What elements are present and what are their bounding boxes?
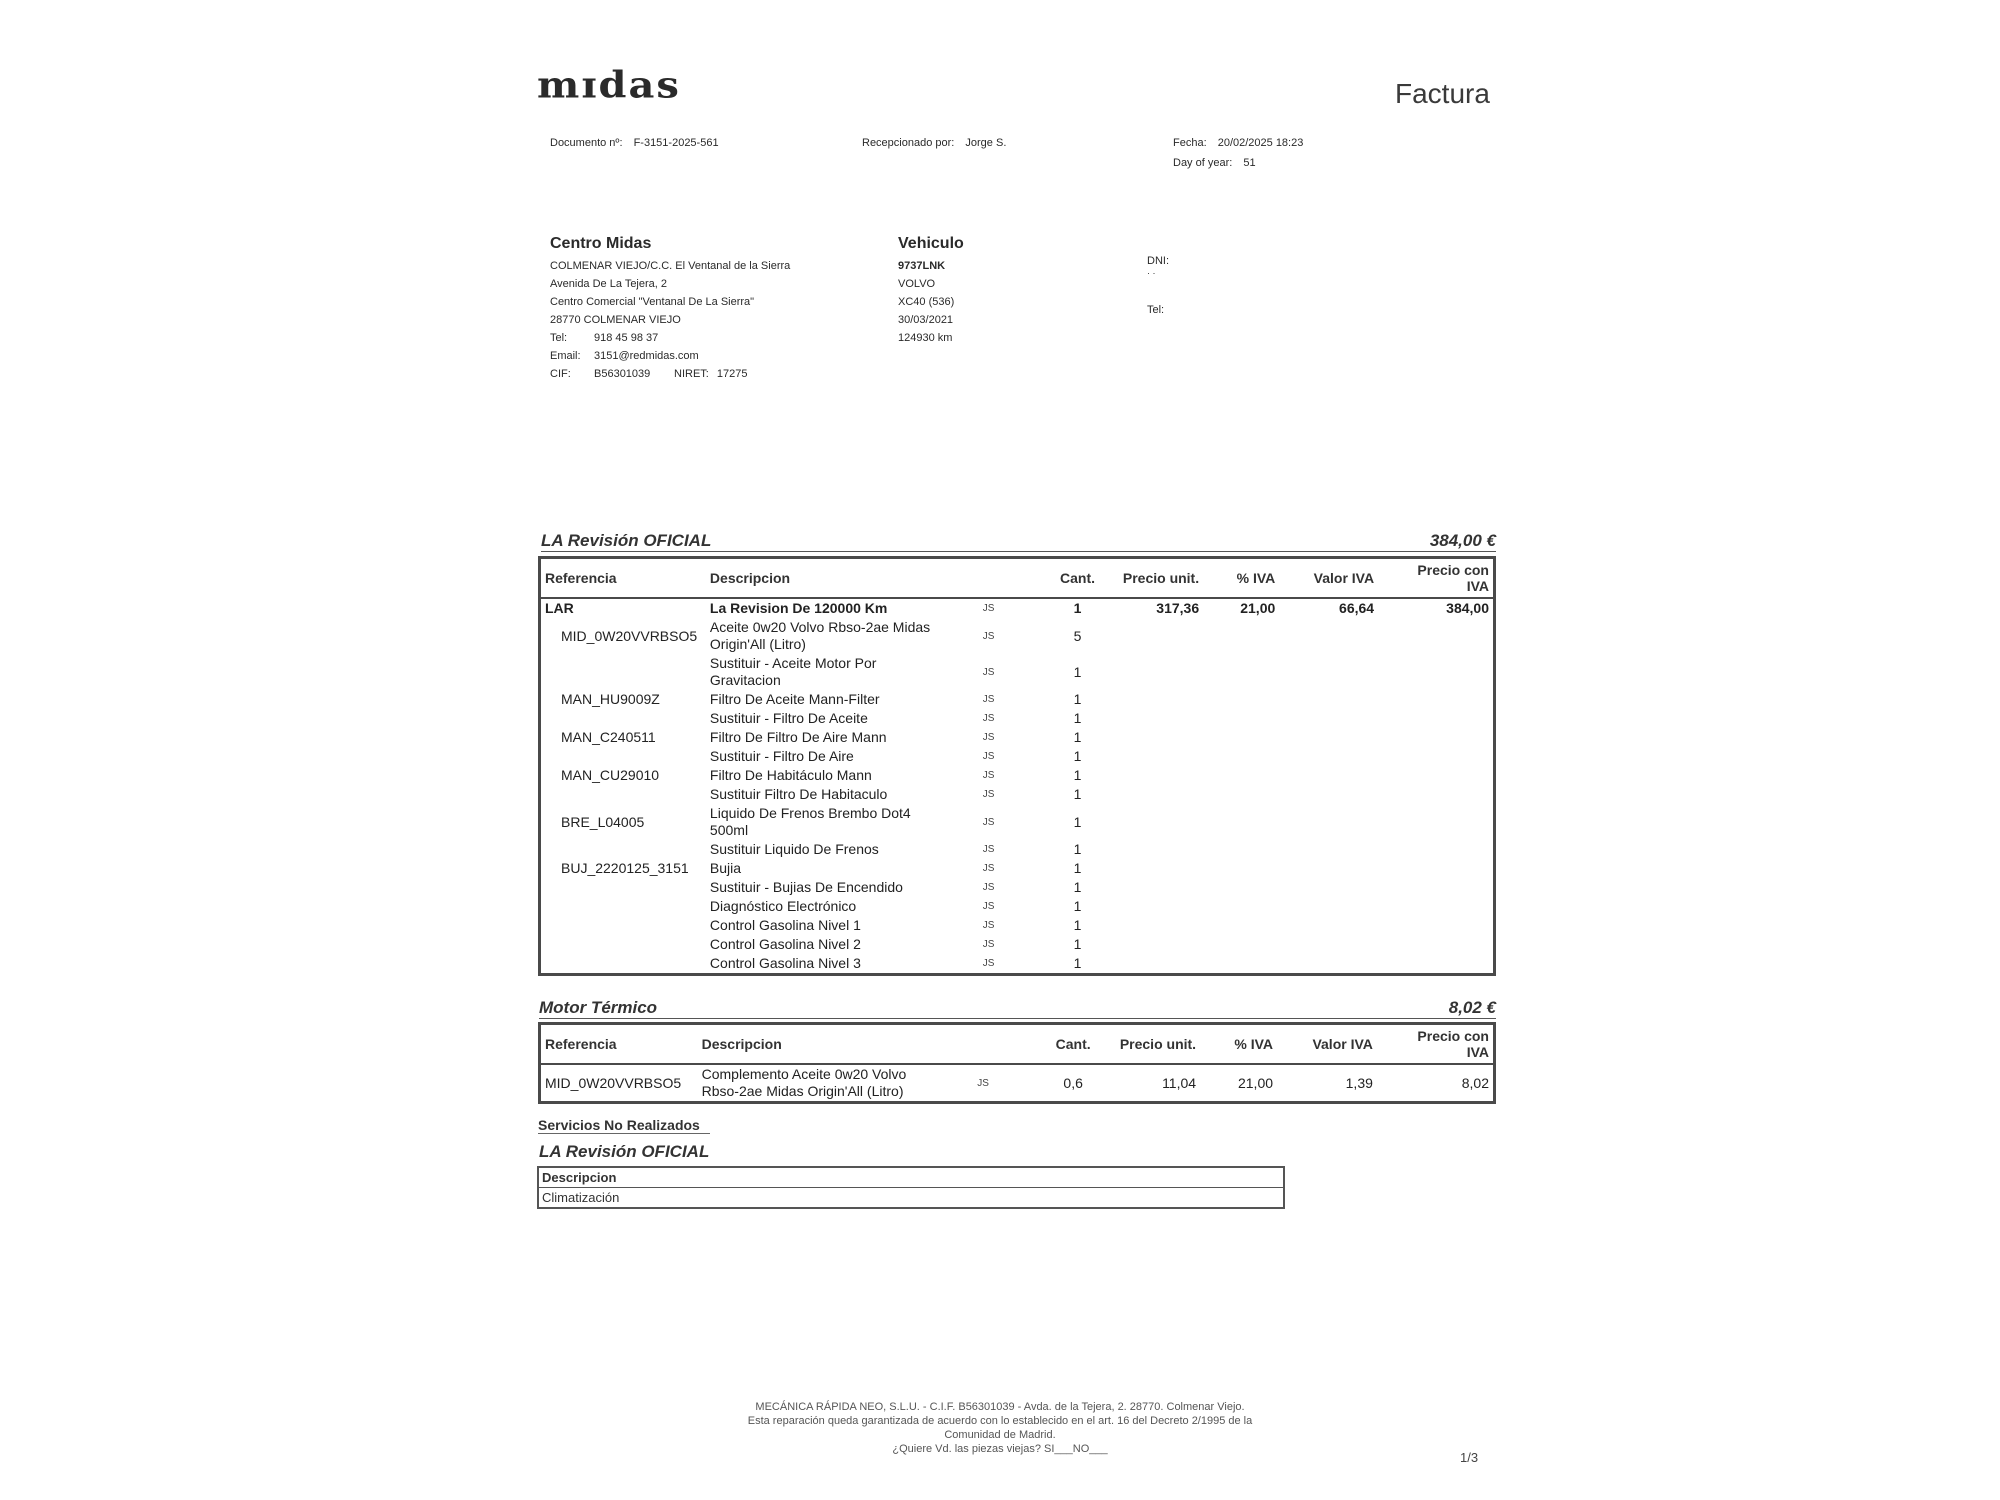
cell-total: [1378, 878, 1494, 897]
col-precio-con-iva-2: IVA: [1466, 578, 1489, 594]
cell-valor: [1279, 785, 1378, 804]
cell-desc: [706, 859, 979, 878]
cell-js: JS: [982, 901, 995, 912]
cell-js: JS: [982, 751, 995, 762]
revision-table: [538, 556, 1496, 976]
cell-precio: [1104, 785, 1203, 804]
cell-desc: [706, 785, 979, 804]
cell-iva: [1203, 785, 1279, 804]
cell-ref: MID_0W20VVRBSO5: [561, 627, 698, 644]
cell-ref: [540, 935, 706, 954]
cell-ref: [540, 840, 706, 859]
centro-title: Centro Midas: [550, 235, 652, 252]
table-row: [540, 954, 1495, 975]
cell-total: [1378, 859, 1494, 878]
cell-precio: [1104, 804, 1203, 840]
cell-desc: [698, 1064, 974, 1103]
cell-ref: BUJ_2220125_3151: [561, 860, 689, 876]
cell-valor: [1279, 618, 1378, 654]
cell-precio: 317,36: [1156, 600, 1200, 616]
cell-js: JS: [982, 789, 995, 800]
cell-iva: [1203, 804, 1279, 840]
cell-valor: [1279, 709, 1378, 728]
section-revision-total: 384,00 €: [1429, 531, 1496, 550]
centro-cif-value: B56301039: [594, 368, 651, 380]
table-row: [540, 916, 1495, 935]
fecha: [1173, 137, 1303, 149]
day-value: 51: [1243, 157, 1256, 169]
cell-iva: 21,00: [1240, 600, 1276, 616]
cell-desc-line1: Diagnóstico Electrónico: [709, 898, 857, 914]
cell-desc-line1: Bujia: [709, 860, 742, 876]
table-row: [540, 690, 1495, 709]
fecha-value: 20/02/2025 18:23: [1217, 137, 1304, 149]
table-row: [540, 804, 1495, 840]
table-row: [540, 935, 1495, 954]
cell-ref: MAN_HU9009Z: [561, 691, 660, 707]
cell-valor: [1279, 897, 1378, 916]
cell-cant: 0,6: [1063, 1074, 1083, 1091]
cell-desc-line1: Filtro De Aceite Mann-Filter: [709, 691, 880, 707]
cell-desc-line1: Sustituir Liquido De Frenos: [709, 841, 879, 857]
centro-line4: 28770 COLMENAR VIEJO: [550, 314, 681, 326]
col-descripcion: Descripcion: [538, 1167, 1284, 1188]
cell-js: JS: [982, 882, 995, 893]
cell-desc: La Revision De 120000 Km: [709, 600, 888, 616]
cell-desc: [706, 766, 979, 785]
cell-ref: [540, 709, 706, 728]
centro-niret-label: NIRET:: [674, 368, 709, 380]
cell-ref: [540, 954, 706, 975]
cell-valor: [1279, 654, 1378, 690]
cell-valor: [1279, 804, 1378, 840]
cell-valor: [1279, 878, 1378, 897]
cell-valor: [1279, 728, 1378, 747]
cell-cant: 1: [1073, 841, 1082, 857]
cell-js: JS: [982, 844, 995, 855]
cell-cant: 1: [1073, 936, 1082, 952]
cell-ref: [540, 916, 706, 935]
col-valor-iva: Valor IVA: [1279, 558, 1378, 599]
cell-desc-line1: Sustituir - Filtro De Aceite: [709, 710, 868, 726]
cell-total: [1378, 766, 1494, 785]
cell-iva: [1203, 897, 1279, 916]
cell-js: JS: [982, 863, 995, 874]
cell-total: [1378, 690, 1494, 709]
cell-js: JS: [982, 920, 995, 931]
table-row: [540, 897, 1495, 916]
day-label: Day of year:: [1173, 157, 1233, 169]
cell-desc-line1: Liquido De Frenos Brembo Dot4: [709, 805, 911, 821]
cell-total: [1378, 935, 1494, 954]
cell-valor: [1279, 690, 1378, 709]
cell-iva: [1203, 935, 1279, 954]
cell-total: [1378, 709, 1494, 728]
cell-desc-line1: Sustituir Filtro De Habitaculo: [709, 786, 888, 802]
cell-js: JS: [982, 958, 995, 969]
table-row: [540, 618, 1495, 654]
cell-iva: [1203, 840, 1279, 859]
col-blank: [973, 1024, 1046, 1065]
col-precio-unit: Precio unit.: [1100, 1024, 1200, 1065]
section-motor-title: Motor Térmico: [539, 998, 1496, 1019]
cell-valor: [1279, 766, 1378, 785]
cell-total: [1378, 654, 1494, 690]
cell-desc: [706, 954, 979, 975]
cell-total: [1378, 747, 1494, 766]
motor-table: [538, 1022, 1496, 1104]
cell-ref: LAR: [545, 600, 574, 616]
table-row: [538, 1188, 1284, 1209]
centro-email: [550, 347, 870, 365]
cell-precio: [1104, 935, 1203, 954]
cell-iva: [1203, 690, 1279, 709]
vehiculo-title: Vehiculo: [898, 235, 964, 252]
cell-js: JS: [982, 630, 995, 642]
cell-js: JS: [982, 770, 995, 781]
footer-line3: Comunidad de Madrid.: [944, 1429, 1056, 1441]
cell-precio: [1104, 954, 1203, 975]
cell-iva: [1203, 916, 1279, 935]
cell-iva: [1203, 709, 1279, 728]
col-referencia: Referencia: [540, 558, 706, 599]
col-descripcion: Descripcion: [698, 1024, 974, 1065]
cell-total: [1378, 728, 1494, 747]
cell-precio: [1104, 690, 1203, 709]
cell-ref: [540, 654, 706, 690]
cell-ref: MID_0W20VVRBSO5: [545, 1074, 682, 1091]
cell-js: JS: [982, 694, 995, 705]
cell-desc: [706, 690, 979, 709]
cell-precio: [1104, 897, 1203, 916]
vehiculo-make: VOLVO: [898, 278, 936, 290]
cell-ref: [540, 897, 706, 916]
col-referencia: Referencia: [540, 1024, 698, 1065]
table-row: [540, 654, 1495, 690]
col-cant: Cant.: [1051, 558, 1105, 599]
cell-cant: 1: [1073, 917, 1082, 933]
cell-desc: [706, 709, 979, 728]
cell-desc-line1: Control Gasolina Nivel 3: [709, 955, 861, 971]
documento-label: Documento nº:: [550, 137, 623, 149]
cell-desc: [706, 618, 979, 654]
cell-js: JS: [982, 816, 995, 828]
cell-js: JS: [977, 1077, 989, 1089]
cell-cant: 1: [1073, 729, 1082, 745]
cell-precio: [1104, 766, 1203, 785]
cell-desc: Climatización: [542, 1190, 620, 1205]
vehiculo-plate: 9737LNK: [898, 260, 946, 272]
centro-tel-value: 918 45 98 37: [594, 332, 659, 344]
col-cant: Cant.: [1046, 1024, 1100, 1065]
recepcionado-value: Jorge S.: [965, 137, 1007, 149]
cell-total: 384,00: [1446, 600, 1489, 616]
recepcionado-label: Recepcionado por:: [862, 137, 955, 149]
cell-valor: 66,64: [1339, 600, 1375, 616]
cell-desc-line2: Rbso-2ae Midas Origin'All (Litro): [701, 1083, 904, 1099]
cell-desc: [706, 728, 979, 747]
col-iva: % IVA: [1203, 558, 1279, 599]
cell-cant: 1: [1073, 786, 1082, 802]
cell-iva: [1203, 859, 1279, 878]
cell-cant: 1: [1073, 600, 1082, 616]
cell-precio: [1104, 916, 1203, 935]
cell-ref: BRE_L04005: [561, 813, 645, 830]
table-header-row: [540, 1024, 1495, 1065]
vehiculo-km: 124930 km: [898, 332, 953, 344]
cell-js: JS: [982, 939, 995, 950]
centro-cif-label: CIF:: [550, 368, 571, 380]
vehiculo-block: [898, 235, 1098, 347]
cell-precio: 11,04: [1162, 1074, 1197, 1091]
cell-ref: MAN_CU29010: [561, 767, 660, 783]
document-number: [550, 137, 719, 149]
cell-cant: 1: [1073, 879, 1082, 895]
revision-table-wrap: [538, 556, 1496, 976]
cell-total: [1378, 840, 1494, 859]
table-header-row: [540, 558, 1495, 599]
table-row: [540, 709, 1495, 728]
cell-ref: [540, 785, 706, 804]
cell-iva: 21,00: [1237, 1074, 1274, 1091]
documento-value: F-3151-2025-561: [633, 137, 719, 149]
col-precio-con-iva-1: Precio con: [1417, 1028, 1489, 1044]
cell-valor: [1279, 747, 1378, 766]
servicios-title: Servicios No Realizados: [538, 1117, 710, 1134]
vehiculo-date: 30/03/2021: [898, 314, 954, 326]
cell-desc-line1: Sustituir - Filtro De Aire: [709, 748, 854, 764]
fecha-label: Fecha:: [1173, 137, 1207, 149]
table-header-row: [538, 1167, 1284, 1188]
cell-desc-line1: Complemento Aceite 0w20 Volvo: [701, 1066, 907, 1082]
cell-desc-line1: Sustituir - Bujias De Encendido: [709, 879, 903, 895]
cell-precio: [1104, 878, 1203, 897]
col-iva: % IVA: [1200, 1024, 1277, 1065]
cell-cant: 1: [1073, 710, 1082, 726]
cell-total: 8,02: [1461, 1074, 1489, 1091]
col-precio-con-iva-2: IVA: [1466, 1044, 1489, 1060]
cell-desc-line1: Filtro De Filtro De Aire Mann: [709, 729, 887, 745]
servicios-table: [537, 1166, 1285, 1209]
midas-logo: mɪdas: [537, 64, 681, 107]
col-blank: [979, 558, 1051, 599]
centro-niret-value: 17275: [716, 368, 748, 380]
cell-iva: [1203, 728, 1279, 747]
cell-valor: [1279, 916, 1378, 935]
cell-cant: 1: [1073, 955, 1082, 971]
table-row: [540, 878, 1495, 897]
footer-line2: Esta reparación queda garantizada de acuerdo con lo establecido en el art. 16 del Decreto 2/1995 de la: [747, 1415, 1253, 1427]
centro-line2: Avenida De La Tejera, 2: [550, 278, 668, 290]
cell-desc: [706, 935, 979, 954]
cell-precio: [1104, 840, 1203, 859]
cell-total: [1378, 804, 1494, 840]
section-motor-total: 8,02 €: [1448, 998, 1496, 1017]
cell-desc: [706, 916, 979, 935]
cell-iva: [1203, 766, 1279, 785]
cell-cant: 1: [1073, 748, 1082, 764]
cell-desc: [706, 840, 979, 859]
cell-desc-line1: Aceite 0w20 Volvo Rbso-2ae Midas: [709, 619, 931, 635]
col-precio-con-iva: [1377, 1024, 1495, 1065]
cell-iva: [1203, 747, 1279, 766]
cell-total: [1378, 954, 1494, 975]
cell-iva: [1203, 878, 1279, 897]
cell-total: [1378, 897, 1494, 916]
cell-valor: [1279, 954, 1378, 975]
cell-precio: [1104, 859, 1203, 878]
cell-desc: [706, 747, 979, 766]
cell-precio: [1104, 747, 1203, 766]
cell-precio: [1104, 654, 1203, 690]
page-number: 1/3: [1460, 1450, 1479, 1465]
centro-block: [550, 235, 870, 383]
cell-desc-line2: Gravitacion: [709, 672, 781, 688]
table-row: [540, 785, 1495, 804]
cliente-tel-label: Tel:: [1147, 304, 1165, 316]
cell-precio: [1104, 709, 1203, 728]
col-precio-con-iva-1: Precio con: [1417, 562, 1489, 578]
footer: [700, 1400, 1300, 1456]
col-precio-con-iva: [1378, 558, 1494, 599]
table-row: [540, 728, 1495, 747]
centro-email-label: Email:: [550, 350, 581, 362]
cell-valor: [1279, 859, 1378, 878]
cell-cant: 1: [1073, 898, 1082, 914]
table-row: [540, 766, 1495, 785]
cell-cant: 1: [1073, 663, 1082, 680]
centro-cif: [550, 365, 870, 383]
cell-cant: 1: [1073, 813, 1082, 830]
cell-js: JS: [982, 713, 995, 724]
cell-desc-line1: Control Gasolina Nivel 1: [709, 917, 861, 933]
cell-desc-line1: Control Gasolina Nivel 2: [709, 936, 861, 952]
document-title: Factura: [1395, 78, 1490, 109]
cell-js: JS: [982, 603, 995, 614]
cell-desc: [706, 878, 979, 897]
col-descripcion: Descripcion: [706, 558, 979, 599]
centro-email-value: 3151@redmidas.com: [594, 350, 699, 362]
cell-ref: MAN_C240511: [561, 729, 656, 745]
centro-line3: Centro Comercial "Ventanal De La Sierra": [550, 296, 755, 308]
cell-ref: [540, 747, 706, 766]
table-row: [540, 747, 1495, 766]
cell-desc-line2: 500ml: [709, 822, 749, 838]
servicios-table-wrap: [537, 1166, 1285, 1209]
section-revision-title: LA Revisión OFICIAL: [541, 531, 1496, 552]
table-row: [540, 859, 1495, 878]
cell-cant: 1: [1073, 691, 1082, 707]
cell-desc: [706, 804, 979, 840]
cell-desc: [706, 897, 979, 916]
table-row-main: [540, 598, 1495, 618]
cell-precio: [1104, 728, 1203, 747]
cell-desc-line2: Origin'All (Litro): [709, 636, 806, 652]
cell-desc-line1: Filtro De Habitáculo Mann: [709, 767, 872, 783]
cell-iva: [1203, 954, 1279, 975]
col-valor-iva: Valor IVA: [1277, 1024, 1377, 1065]
footer-line1: MECÁNICA RÁPIDA NEO, S.L.U. - C.I.F. B56301039 - Avda. de la Tejera, 2. 28770. Colmenar Viejo.: [755, 1401, 1245, 1413]
centro-tel: [550, 329, 870, 347]
cell-valor: [1279, 840, 1378, 859]
footer-line4: ¿Quiere Vd. las piezas viejas? SI___NO___: [892, 1443, 1108, 1455]
cell-desc: [706, 654, 979, 690]
cell-valor: 1,39: [1345, 1074, 1373, 1091]
cell-js: JS: [982, 666, 995, 678]
cell-desc-line1: Sustituir - Aceite Motor Por: [709, 655, 877, 671]
cell-total: [1378, 785, 1494, 804]
centro-tel-label: Tel:: [550, 332, 568, 344]
cell-ref: [540, 878, 706, 897]
cliente-dni-value: · ·: [1147, 268, 1156, 278]
cell-total: [1378, 618, 1494, 654]
table-row: [540, 1064, 1495, 1103]
vehiculo-model: XC40 (536): [898, 296, 955, 308]
motor-table-wrap: [538, 1022, 1496, 1104]
table-row: [540, 840, 1495, 859]
centro-line1: COLMENAR VIEJO/C.C. El Ventanal de la Sierra: [550, 260, 791, 272]
cell-total: [1378, 916, 1494, 935]
recepcionado-por: [862, 137, 1006, 149]
day-of-year: [1173, 157, 1256, 169]
cell-valor: [1279, 935, 1378, 954]
cliente-dni-label: DNI:: [1147, 255, 1169, 267]
col-precio-unit: Precio unit.: [1104, 558, 1203, 599]
cell-iva: [1203, 618, 1279, 654]
servicios-subtitle: LA Revisión OFICIAL: [539, 1142, 710, 1161]
cell-cant: 1: [1073, 860, 1082, 876]
cell-iva: [1203, 654, 1279, 690]
cell-precio: [1104, 618, 1203, 654]
cell-cant: 5: [1073, 627, 1082, 644]
cell-cant: 1: [1073, 767, 1082, 783]
cell-js: JS: [982, 732, 995, 743]
